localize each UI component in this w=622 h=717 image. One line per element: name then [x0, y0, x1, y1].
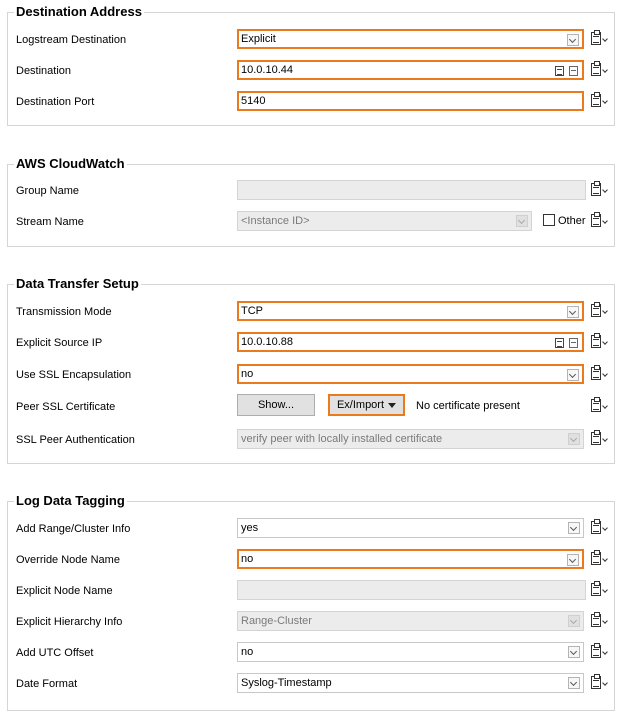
chevron-down-icon[interactable] [568, 433, 580, 445]
chevron-down-icon[interactable] [602, 371, 608, 377]
use-ssl-encapsulation-label: Use SSL Encapsulation [16, 369, 132, 381]
chevron-down-icon[interactable] [568, 522, 580, 534]
clipboard-icon[interactable] [591, 304, 601, 317]
clipboard-icon[interactable] [591, 432, 601, 445]
chevron-down-icon[interactable] [602, 649, 608, 655]
aws-cloudwatch-title: AWS CloudWatch [16, 156, 125, 171]
add-utc-offset-row [0, 641, 622, 665]
date-format-label: Date Format [16, 678, 78, 690]
destination-port-input[interactable]: 5140 [237, 91, 584, 111]
group-name-label: Group Name [16, 185, 79, 197]
chevron-down-icon[interactable] [567, 369, 579, 381]
override-node-name-select[interactable]: no [237, 549, 584, 569]
logstream-destination-select[interactable]: Explicit [237, 29, 584, 49]
explicit-source-ip-input[interactable]: 10.0.10.88 [237, 332, 584, 352]
clipboard-icon[interactable] [591, 94, 601, 107]
chevron-down-icon[interactable] [602, 67, 608, 73]
data-transfer-setup-title: Data Transfer Setup [16, 276, 139, 291]
group-name-input[interactable] [237, 180, 586, 200]
add-range-cluster-select[interactable]: yes [237, 518, 584, 538]
chevron-down-icon[interactable] [602, 436, 608, 442]
ex-import-button[interactable]: Ex/Import [328, 394, 405, 416]
destination-input[interactable]: 10.0.10.44 [237, 60, 584, 80]
chevron-down-icon[interactable] [602, 680, 608, 686]
date-format-select[interactable]: Syslog-Timestamp [237, 673, 584, 693]
chevron-down-icon[interactable] [602, 525, 608, 531]
add-range-cluster-label: Add Range/Cluster Info [16, 523, 131, 535]
explicit-node-name-input[interactable] [237, 580, 586, 600]
clipboard-icon[interactable] [591, 335, 601, 348]
chevron-down-icon[interactable] [602, 618, 608, 624]
chevron-down-icon[interactable] [568, 615, 580, 627]
chevron-down-icon[interactable] [602, 587, 608, 593]
destination-port-label: Destination Port [16, 96, 95, 108]
document-icon[interactable] [555, 338, 564, 348]
clipboard-icon[interactable] [591, 645, 601, 658]
explicit-node-name-label: Explicit Node Name [16, 585, 113, 597]
destination-row [0, 59, 622, 83]
other-checkbox[interactable] [543, 214, 555, 226]
date-format-row [0, 672, 622, 696]
chevron-down-icon[interactable] [602, 308, 608, 314]
add-utc-offset-select[interactable]: no [237, 642, 584, 662]
ssl-peer-authentication-select[interactable]: verify peer with locally installed certificate [237, 429, 584, 449]
stream-name-select[interactable]: <Instance ID> [237, 211, 532, 231]
peer-ssl-certificate-row [0, 395, 622, 419]
override-node-name-label: Override Node Name [16, 554, 120, 566]
chevron-down-icon[interactable] [567, 306, 579, 318]
chevron-down-icon[interactable] [602, 218, 608, 224]
transmission-mode-label: Transmission Mode [16, 306, 112, 318]
certificate-status: No certificate present [416, 400, 520, 412]
chevron-down-icon[interactable] [602, 403, 608, 409]
list-icon[interactable] [569, 66, 578, 76]
show-certificate-button[interactable]: Show... [237, 394, 315, 416]
chevron-down-icon[interactable] [602, 556, 608, 562]
other-checkbox-label: Other [558, 215, 586, 227]
list-icon[interactable] [569, 338, 578, 348]
clipboard-icon[interactable] [591, 399, 601, 412]
clipboard-icon[interactable] [591, 614, 601, 627]
ssl-peer-authentication-row [0, 428, 622, 452]
stream-name-row [0, 210, 622, 234]
caret-down-icon [388, 403, 396, 408]
chevron-down-icon[interactable] [568, 646, 580, 658]
logstream-destination-label: Logstream Destination [16, 34, 127, 46]
destination-address-title: Destination Address [16, 4, 142, 19]
clipboard-icon[interactable] [591, 32, 601, 45]
chevron-down-icon[interactable] [602, 339, 608, 345]
clipboard-icon[interactable] [591, 521, 601, 534]
explicit-node-name-row [0, 579, 622, 603]
clipboard-icon[interactable] [591, 552, 601, 565]
explicit-source-ip-row [0, 331, 622, 355]
clipboard-icon[interactable] [591, 583, 601, 596]
destination-label: Destination [16, 65, 72, 77]
group-name-row [0, 179, 622, 203]
add-utc-offset-label: Add UTC Offset [16, 647, 94, 659]
clipboard-icon[interactable] [591, 367, 601, 380]
peer-ssl-certificate-label: Peer SSL Certificate [16, 401, 116, 413]
document-icon[interactable] [555, 66, 564, 76]
chevron-down-icon[interactable] [602, 98, 608, 104]
stream-name-label: Stream Name [16, 216, 84, 228]
explicit-hierarchy-info-row [0, 610, 622, 634]
destination-port-row [0, 90, 622, 114]
clipboard-icon[interactable] [591, 676, 601, 689]
chevron-down-icon[interactable] [568, 677, 580, 689]
transmission-mode-row [0, 300, 622, 324]
use-ssl-encapsulation-row [0, 363, 622, 387]
chevron-down-icon[interactable] [602, 187, 608, 193]
clipboard-icon[interactable] [591, 214, 601, 227]
clipboard-icon[interactable] [591, 63, 601, 76]
chevron-down-icon[interactable] [602, 36, 608, 42]
chevron-down-icon[interactable] [516, 215, 528, 227]
transmission-mode-select[interactable]: TCP [237, 301, 584, 321]
explicit-hierarchy-info-label: Explicit Hierarchy Info [16, 616, 123, 628]
log-data-tagging-title: Log Data Tagging [16, 493, 125, 508]
clipboard-icon[interactable] [591, 183, 601, 196]
override-node-name-row [0, 548, 622, 572]
explicit-hierarchy-info-select[interactable]: Range-Cluster [237, 611, 584, 631]
aws-cloudwatch-group [7, 164, 615, 247]
add-range-cluster-row [0, 517, 622, 541]
logstream-destination-row [0, 28, 622, 52]
explicit-source-ip-label: Explicit Source IP [16, 337, 103, 349]
chevron-down-icon[interactable] [567, 554, 579, 566]
ssl-peer-authentication-label: SSL Peer Authentication [16, 434, 135, 446]
chevron-down-icon[interactable] [567, 34, 579, 46]
use-ssl-encapsulation-select[interactable]: no [237, 364, 584, 384]
